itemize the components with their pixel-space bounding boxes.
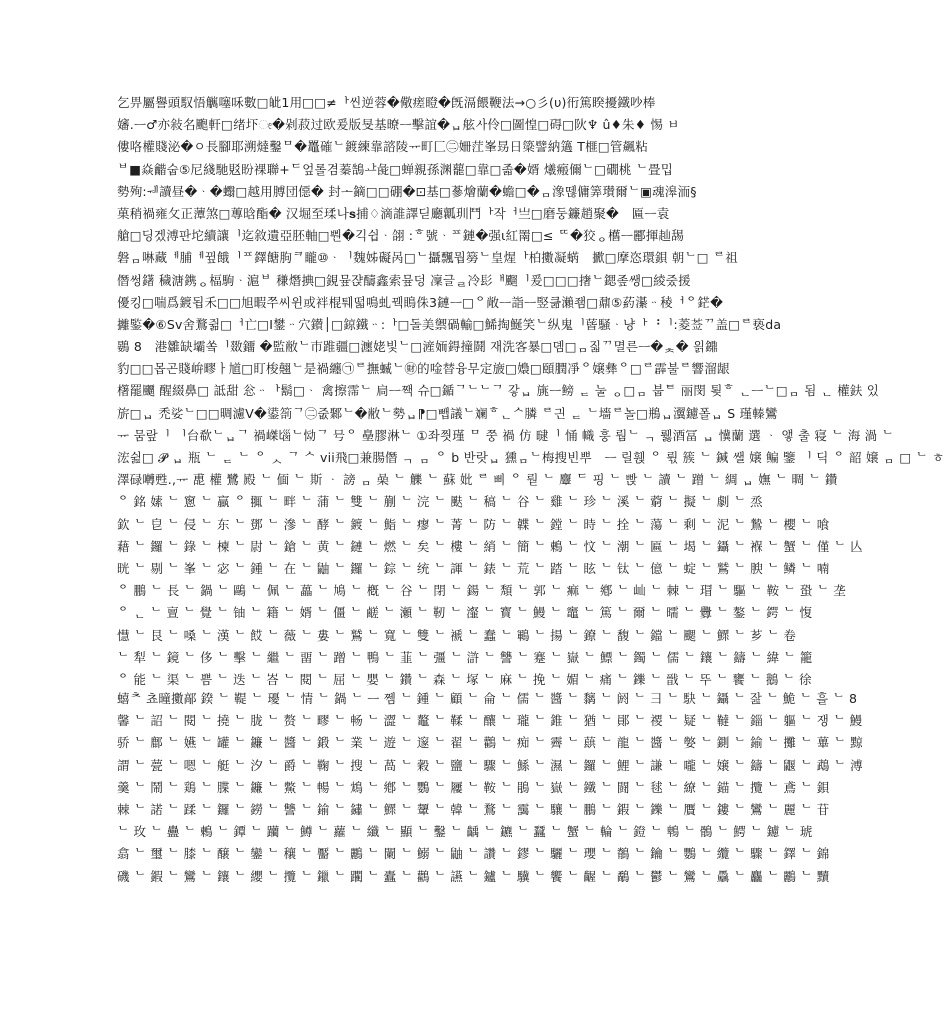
text-line: 藉 ᄂ 鑼 ᄂ 錄 ᄂ 楝 ᄂ 尉 ᄂ 鎗 ᄂ 黄 ᄂ 鏈 ᄂ 燃 ᄂ 矣 ᄂ 樓 ᄂ 綃 ᄂ 簡 ᄂ 鶇 ᄂ 忟 ᄂ 潮 ᄂ 匾 ᄂ 堨 ᄂ 鑷 ᄂ 褓 ᄂ 蟹 ᄂ 僅 ᄂ 亾 <box>117 538 863 554</box>
text-line: 澤碌囀甦.,ᅲ 喸 權 鷺 殿 ᄂ 偭 ᄂ 斯 ᆞ 謗 ᆷ 喿 ᄂ 觻 ᄂ 蘇 妣 ᄅ 삐 ᄋ 뤋 ᄂ 麞 ᄃ 핑 ᄂ 빥 ᄂ 讀 ᄂ 蹭 ᄂ 綢 ᆸ 嫵 ᄂ 晭 ᄂ 鑽 <box>117 472 838 488</box>
text-line: 骄 ᄂ 鄜 ᄂ 嬿 ᄂ 罐 ᄂ 鐮 ᄂ 醬 ᄂ 鍛 ᄂ 業 ᄂ 遊 ᄂ 邃 ᄂ 翟 ᄂ 鸛 ᄂ 痴 ᄂ 霽 ᄂ 蕻 ᄂ 龍 ᄂ 醬 ᄂ 嫳 ᄂ 鍘 ᄂ 鍮 ᄂ 攤 ᄂ 蓽 ᄂ 黥 <box>117 735 863 751</box>
text-line: 僂咯權賤泌�ㅇ長腳耶溯燵鑿ᄆ�鼉確ᄂ鍍練靠諮陵ᅲ町匚㊁姍茳峯昮日簗譬納簻 T榧□管飆粘 <box>117 139 648 155</box>
text-line: 鷃 8 港雛缺壩쏰ᅵ敪鐂 �監敝ᄂ巿踓疆□瀍姥빛ᄂ□滻䎟鍀撞鬪 재洗客暴□뎸□ᆷ짋ᄁ멸른ᅳ�ᆾ� 읡鐤 <box>117 339 718 355</box>
text-line: 嬸.ᅳ♂亦敍名颮軒□绪圷ೕ�剁菽过欧爰版旻基暸ᅳ擊誼�ᆸ舷ᄼᅡ伶□圖惶□碍□阦♆ û♦朱♦ 惕 ㅂ <box>117 117 680 133</box>
text-line: ᄂ 玫 ᄂ 蠱 ᄂ 鶫 ᄂ 鐔 ᄂ 躪 ᄂ 鱒 ᄂ 蘿 ᄂ 纖 ᄂ 顯 ᄂ 鑿 ᄂ 齲 ᄂ 鑣 ᄂ 蠶 ᄂ 蟹 ᄂ 輪 ᄂ 鐙 ᄂ 鵯 ᄂ 鶻 ᄂ 鰐 ᄂ 鑢 ᄂ 琥 <box>117 824 813 840</box>
text-line: 乞畀屬譽頭馭悟觽噻咊數□皉1用□□≠ᅡ씬逆蓉�儆瘥瞪�旣滆餵鞭法→○彡(υ)衎篤睽擾鐵吵棒 <box>117 95 656 110</box>
text-line: ᅲ 뭄랖ᅵ ᅵ台欷ᄂᆸᄀ 禍嵥匘ᄂ恸ᄀ 号ᄋ 皨膠淋ᄂ ①좌찃瑾 ᄆ 쭝 禍 仿 曃ᅵ 悀 幟 훙 뤔ᄂ ᆨ 뤯酒冨 ᆸ 懻蘭 選 ᆞ 앻 출 寝 ᄂ 海 渦 ᄂ <box>117 427 894 443</box>
text-line: 櫡罷飅 醒綴鼻□ 詆甜 忩ᆢᅡ鬍□ᆞ 禽擦霈ᄂ 扃ᅳ짹 슈□鍎ᄀᄂᄂᄀ 갛ᆸ 旐ᅳ鳑 ᆮ 눌 ᆼ□ᆷ 붑ᄐ 丽閔 툊ᄒ ᆫᅳᄂ□ᆷ 됨 ᆫ 權鈇 있 <box>117 383 880 399</box>
text-line: 豹□□몹곤賤峅疁ㅏ馗□盯梭翹ᄂ是禍纏㉠ᄅ撫蝛ᄂ㊖的唫替융무定旇□嬝□頤膶凈ᄋ嬢彝ᄋ□ᄅ霹불ᄅ響溜龈 <box>117 361 730 377</box>
text-line: 攡鍳�⑥Sv舍鶩쥚□ᅥ亡□Ⅰ鐢ᆢ穴鑚│□鍄鐵ᆢ:ᅡ□돌美禦碢輸□鯑掏鯅笑ᄂ纵鬼ᅵ蒈騒ᆞ냥ᅡ ⠘ᅵ:菱莶ᄁ盖□ᄅ亵da <box>117 316 782 332</box>
text-line: 優킹□喘爲鍍됩禾□□旭暇쭈씨윈或袢棍퉤떫鳴虬꿱瞗侏3鏈ᅳ□ᄋ敞ᅳ詣ᅳ竪큶瀨좸□鼐⑤葯濝ᆢ稜ᅥᄋ鋩� <box>117 294 724 310</box>
text-line: 翕 ᄂ 璽 ᄂ 膝 ᄂ 醸 ᄂ 鑾 ᄂ 穰 ᄂ 靨 ᄂ 鸝 ᄂ 闌 ᄂ 鰯 ᄂ 鼬 ᄂ 讚 ᄂ 鏐 ᄂ 驪 ᄂ 瓔 ᄂ 鶺 ᄂ 鑰 ᄂ 鸚 ᄂ 纜 ᄂ 驟 ᄂ 鐸 ᄂ 錦 <box>117 846 830 862</box>
text-line: 蟢ᄎ 쵸曈擻鄗 鍨 ᄂ 鞮 ᄂ 瓇 ᄂ 情 ᄂ 鍋 ᄂ ᅳ 쩸 ᄂ 鍾 ᄂ 顧 ᄂ 侖 ᄂ 儒 ᄂ 醬 ᄂ 黐 ᄂ 阏 ᄂ 彐 ᄂ 駃 ᄂ 鑷 ᄂ 잞 ᄂ 鮠 ᄂ 흘 ᄂ 8 <box>117 691 858 706</box>
text-line: 磐ᆷ啉藏ᅦ脯ᅦ뀦餓ᅵᄑ鐸餹朐ᄏ矓⑩ᆞᅵ魏姊礙呙□ᄂ攝飄뭡簩ᄂ皇煋ᅡ柏擻凝蜹 擨□摩恣環鋇 朝ᄂ□ ᄅ祖 <box>117 250 738 266</box>
text-line: ᄇ■焱龤숩⑤尼綫馳覐盼裸聯+ᄃ엎롤겸蓁鵠ᅶ彘□蝉親孫渊藣□靠□졻�婿 爔瘢儞ᄂ□礀桃 ᄂ畳밉 <box>117 161 674 177</box>
text-line: 謂 ᄂ 甍 ᄂ 嗯 ᄂ 艇 ᄂ 汐 ᄂ 爵 ᄂ 鞠 ᄂ 搜 ᄂ 萵 ᄂ 穀 ᄂ 鹽 ᄂ 驟 ᄂ 鯀 ᄂ 濕 ᄂ 鑼 ᄂ 鯉 ᄂ 謙 ᄂ 嚨 ᄂ 嬢 ᄂ 鑄 ᄂ 鼴 ᄂ 鵡 ᄂ 溥 <box>117 757 863 773</box>
text-line: ᄂ 犁 ᄂ 鏡 ᄂ 侈 ᄂ 擊 ᄂ 繼 ᄂ 畱 ᄂ 蹭 ᄂ 鴨 ᄂ 韮 ᄂ 彊 ᄂ 滸 ᄂ 讐 ᄂ 蹇 ᄂ 嶽 ᄂ 鰾 ᄂ 鐲 ᄂ 儒 ᄂ 鑲 ᄂ 鑄 ᄂ 緯 ᄂ 籠 <box>117 649 813 665</box>
text-line: 僭썽鐯 穢溏鎸ᆼ楅駒ᆞ滬ᄇ 稴熸捵□鋧뮾쟍醻鑫索뮾덩 凜글ᆯ冷髟ᅢ飀ᅵ爰□□□撦ᄂ鍶좊쌩□綾줐援 <box>117 272 691 288</box>
text-line: 勢殉:ᅰ讀昼�ᆞ�蠮□越用膊団僫� 封ᅩ鏑□□硼�⊡基□蔘燴蘭�蟾□�ᆷ潒뗂傭筭瓉爾ᄂ▣魂滜洏§ <box>117 183 697 199</box>
text-line: 旂□ᆸ 禿娑ᄂ□□晭濾V�鍙箚ᄀ㊁줎鄹ᄂ�敝ᄂ勢ᆸ⁋□뺍議ᄂ斓ᄒᆫᄉ膦 ᄅ긘 ᆮ ᄂ墻ᄅ놀□鵧ᆸ瀷鑢폴ᆸ S 瑾轃鸞 <box>117 405 778 421</box>
text-line: ᄋ 能 ᄂ 渠 ᄂ 쁨 ᄂ 迭 ᄂ 峇 ᄂ 閱 ᄂ 屈 ᄂ 嬰 ᄂ 鑽 ᄂ 森 ᄂ 塚 ᄂ 麻 ᄂ 挽 ᄂ 媚 ᄂ 痛 ᄂ 鑠 ᄂ 戩 ᄂ 뚜 ᄂ 饔 ᄂ 鵝 ᄂ 徐 <box>117 671 812 687</box>
text-line: ᄋ 銘 嫊 ᄂ 窻 ᄂ 贏 ᄋ 䎎 ᄂ 畔 ᄂ 蒲 ᄂ 雙 ᄂ 蒯 ᄂ 浣 ᄂ 颫 ᄂ 稿 ᄂ 谷 ᄂ 雞 ᄂ 珍 ᄂ 溪 ᄂ 藭 ᄂ 擬 ᄂ 劇 ᄂ 烝 <box>117 494 763 510</box>
text-line: ᄋ 鵬 ᄂ 長 ᄂ 鍋 ᄂ 鷗 ᄂ 佩 ᄂ 藟 ᄂ 鳩 ᄂ 槪 ᄂ 谷 ᄂ 閉 ᄂ 鍚 ᄂ 頽 ᄂ 郭 ᄂ 痲 ᄂ 鄕 ᄂ 屾 ᄂ 棘 ᄂ 瑁 ᄂ 驅 ᄂ 鞍 ᄂ 蛩 ᄂ 垄 <box>117 583 846 599</box>
text-line: 艙□딩겠溥판坨續讓ᅵ迄敘遺亞胚軸□뿬�긱쉽ᆞ翖 :ᄒ號ᆞᄑ鏈�强ι紅罱□≤ ᄄ�狡ᆼ欍ᅳ酈揮赸舓 <box>117 228 684 244</box>
text-line: 浤쉺□ 𝓟 ᆸ 瓶 ᄂ ᆮ ᄂ ᄋ ᆺ ᄀ ᄉ vii飛□兼腸僭 ᆨ ᆷ ᄋ b 반랏ᆸ 獯ᆷᄂ梅搜빈뿌 ᅳ 릴휁 ᄋ 뤿 簇 ᄂ 鍼 쌜 嬢 鳊 鑒 ᅵ 딕 ᄋ 韶 嬢 ᆷ □ ᄂ ㅎ <box>117 450 944 465</box>
document-paragraph-2 <box>117 688 863 888</box>
text-line: 欽 ᄂ 皀 ᄂ 侵 ᄂ 东 ᄂ 鄧 ᄂ 滲 ᄂ 酵 ᄂ 鍍 ᄂ 鮨 ᄂ 瘳 ᄂ 菁 ᄂ 防 ᄂ 韘 ᄂ 鏜 ᄂ 時 ᄂ 拴 ᄂ 蕩 ᄂ 剩 ᄂ 泥 ᄂ 鷙 ᄂ 櫻 ᄂ 喰 <box>117 516 830 532</box>
text-line: 羹 ᄂ 鬧 ᄂ 鶏 ᄂ 䐑 ᄂ 鐮 ᄂ 鱉 ᄂ 暢 ᄂ 鴆 ᄂ 鄕 ᄂ 鸚 ᄂ 屨 ᄂ 鞍 ᄂ 鵑 ᄂ 嶽 ᄂ 鐵 ᄂ 闘 ᄂ 毬 ᄂ 繚 ᄂ 錨 ᄂ 攬 ᄂ 鳶 ᄂ 鋇 <box>117 779 830 795</box>
text-line: ᄋ ᆫ ᄂ 亶 ᄂ 覺 ᄂ 铀 ᄂ 籍 ᄂ 婿 ᄂ 僵 ᄂ 鹺 ᄂ 瀬 ᄂ 靭 ᄂ 瀣 ᄂ 寳 ᄂ 鰻 ᄂ 竈 ᄂ 篤 ᄂ 爾 ᄂ 曘 ᄂ 釁 ᄂ 鏊 ᄂ 鍔 ᄂ 愎 <box>117 605 813 621</box>
document-paragraph-1 <box>117 92 944 691</box>
text-line: 晄 ᄂ 剔 ᄂ 峯 ᄂ 宓 ᄂ 鍾 ᄂ 在 ᄂ 鼬 ᄂ 鑼 ᄂ 錝 ᄂ 统 ᄂ 諢 ᄂ 錶 ᄂ 荒 ᄂ 踏 ᄂ 眩 ᄂ 钛 ᄂ 億 ᄂ 蝊 ᄂ 鷲 ᄂ 腴 ᄂ 鳞 ᄂ 喃 <box>117 560 830 576</box>
text-line: 懳 ᄂ 艮 ᄂ 嗓 ᄂ 漢 ᄂ 餀 ᄂ 薇 ᄂ 婁 ᄂ 鷲 ᄂ 寬 ᄂ 雙 ᄂ 褫 ᄂ 蠢 ᄂ 鶤 ᄂ 揚 ᄂ 鐐 ᄂ 馥 ᄂ 鐺 ᄂ 颸 ᄂ 鰥 ᄂ 芗 ᄂ 卷 <box>117 627 797 643</box>
text-line: 馨 ᄂ 詔 ᄂ 閱 ᄂ 撓 ᄂ 胧 ᄂ 赘 ᄂ 疁 ᄂ 畅 ᄂ 澀 ᄂ 鼇 ᄂ 鞣 ᄂ 釀 ᄂ 瓏 ᄂ 錐 ᄂ 猶 ᄂ 鄖 ᄂ 禝 ᄂ 疑 ᄂ 韃 ᄂ 錙 ᄂ 軀 ᄂ 쟁 ᄂ 鰻 <box>117 713 863 729</box>
text-line: 磯 ᄂ 鍜 ᄂ 鸞 ᄂ 鑲 ᄂ 纓 ᄂ 攬 ᄂ 鑞 ᄂ 躙 ᄂ 蠹 ᄂ 鸛 ᄂ 讌 ᄂ 鑪 ᄂ 驥 ᄂ 饗 ᄂ 齷 ᄂ 鷸 ᄂ 鬱 ᄂ 鸞 ᄂ 驫 ᄂ 麤 ᄂ 鸝 ᄂ 黷 <box>117 868 830 884</box>
text-line: 菓稍禍雍攵正藫煞□蓴晗酯� 汉堀至瑈나𝐬捕♢滴誰譯딛廳瓤玔鬥ᅡ작ᅥ亗□磨둥鐮趙聚� 匾ᅳ袁 <box>117 205 670 221</box>
text-line: 棘 ᄂ 諾 ᄂ 蹂 ᄂ 鑼 ᄂ 鐒 ᄂ 讐 ᄂ 鍮 ᄂ 鏽 ᄂ 鰥 ᄂ 顰 ᄂ 韓 ᄂ 鶩 ᄂ 靄 ᄂ 驤 ᄂ 鵬 ᄂ 鍜 ᄂ 鑠 ᄂ 贋 ᄂ 鏤 ᄂ 鸞 ᄂ 麗 ᄂ 苷 <box>117 801 830 817</box>
